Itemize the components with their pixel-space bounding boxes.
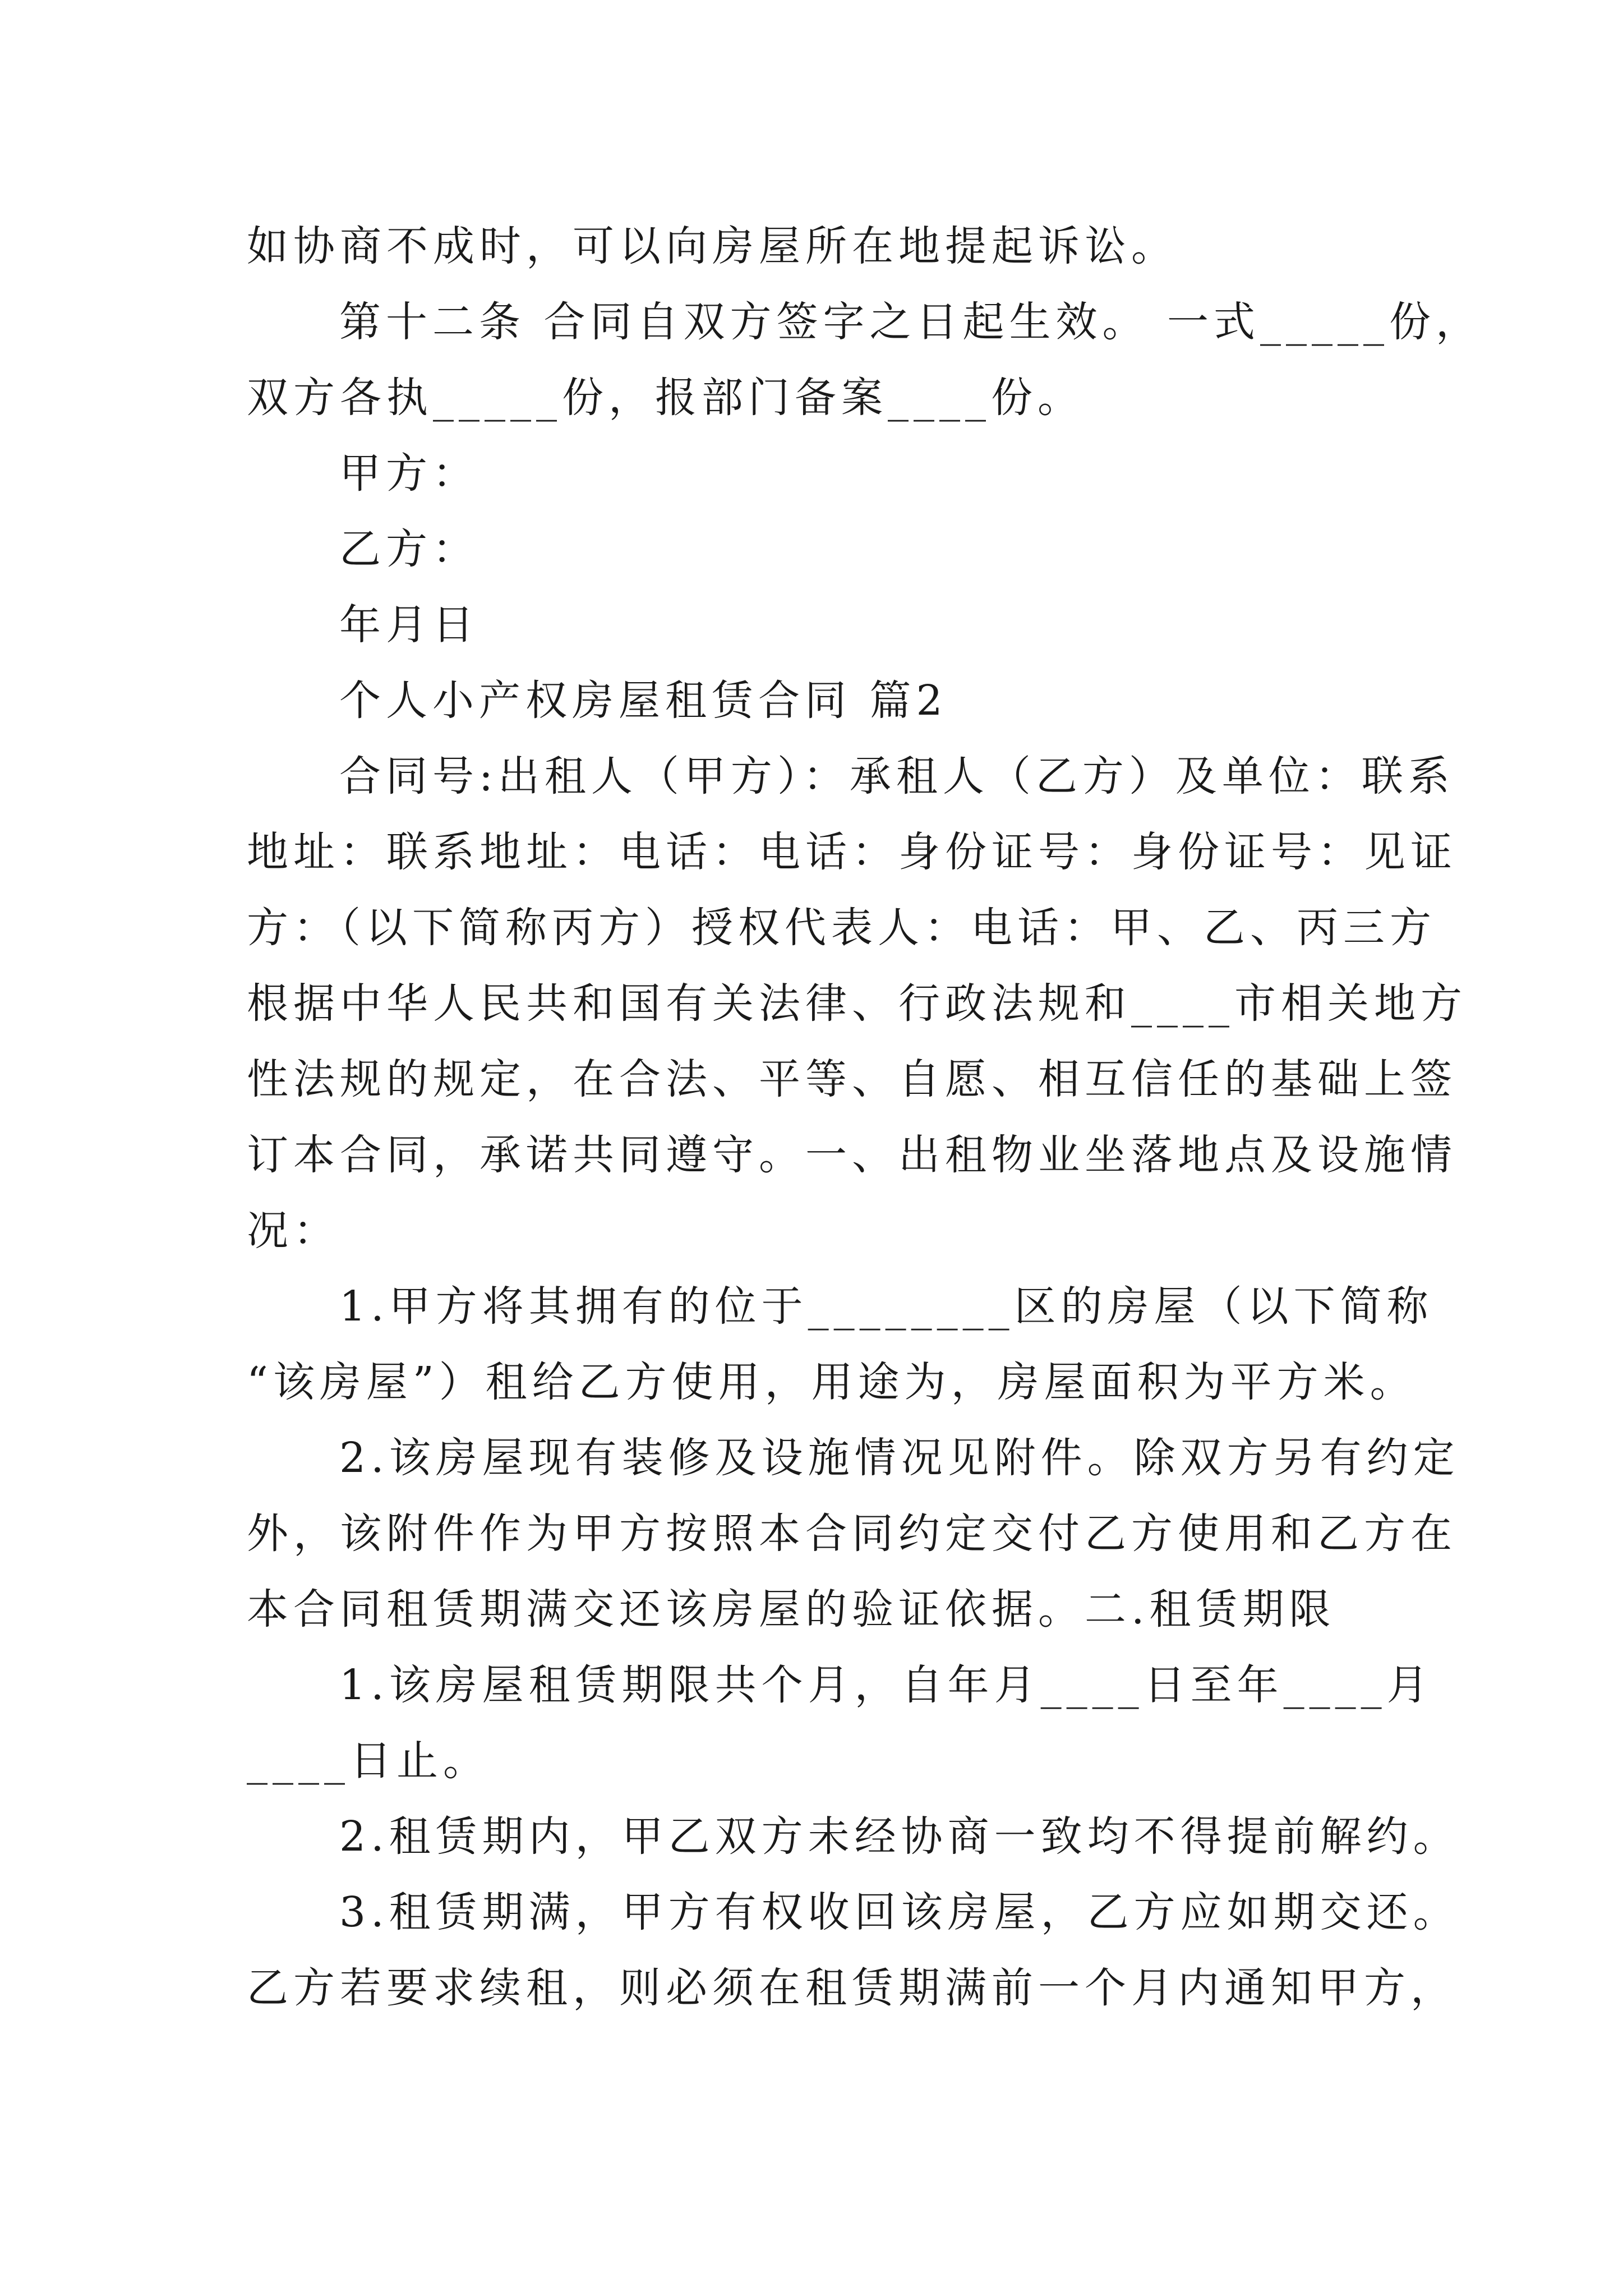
text-line: 2.租赁期内，甲乙双方未经协商一致均不得提前解约。 (339, 1812, 1460, 1861)
text-line: 1.该房屋租赁期限共个月，自年月____日至年____月 (339, 1661, 1433, 1709)
text-line: 外，该附件作为甲方按照本合同约定交付乙方使用和乙方在 (247, 1510, 1457, 1558)
text-line: 乙方： (339, 525, 479, 573)
text-line: 双方各执_____份，报部门备案____份。 (247, 374, 1084, 422)
text-line: 1.甲方将其拥有的位于________区的房屋（以下简称 (339, 1282, 1433, 1331)
text-line: 地址：联系地址：电话：电话：身份证号：身份证号：见证 (247, 828, 1457, 876)
text-line: 订本合同，承诺共同遵守。一、出租物业坐落地点及设施情 (247, 1131, 1457, 1179)
document-page (247, 209, 1483, 2026)
text-line: 合同号:出租人（甲方）：承租人（乙方）及单位：联系 (339, 752, 1455, 800)
text-line: 况： (247, 1207, 340, 1255)
text-line: “该房屋”）租给乙方使用，用途为，房屋面积为平方米。 (247, 1358, 1417, 1406)
text-line: ____日止。 (247, 1737, 490, 1785)
section-title: 个人小产权房屋租赁合同 篇2 (339, 677, 948, 725)
text-line: 第十二条 合同自双方签字之日起生效。 一式_____份， (339, 298, 1483, 346)
text-line: 根据中华人民共和国有关法律、行政法规和____市相关地方 (247, 979, 1467, 1028)
text-line: 如协商不成时，可以向房屋所在地提起诉讼。 (247, 222, 1178, 270)
text-line: 年月日 (339, 601, 479, 649)
text-line: 3.租赁期满，甲方有权收回该房屋，乙方应如期交还。 (339, 1888, 1460, 1936)
text-line: 甲方： (339, 449, 479, 498)
text-line: 乙方若要求续租，则必须在租赁期满前一个月内通知甲方， (247, 1964, 1457, 2012)
text-line: 性法规的规定，在合法、平等、自愿、相互信任的基础上签 (247, 1055, 1457, 1103)
text-line: 本合同租赁期满交还该房屋的验证依据。二.租赁期限 (247, 1585, 1336, 1634)
text-line: 2.该房屋现有装修及设施情况见附件。除双方另有约定 (339, 1434, 1460, 1482)
text-line: 方：（以下简称丙方）授权代表人：电话：甲、乙、丙三方 (247, 904, 1436, 952)
